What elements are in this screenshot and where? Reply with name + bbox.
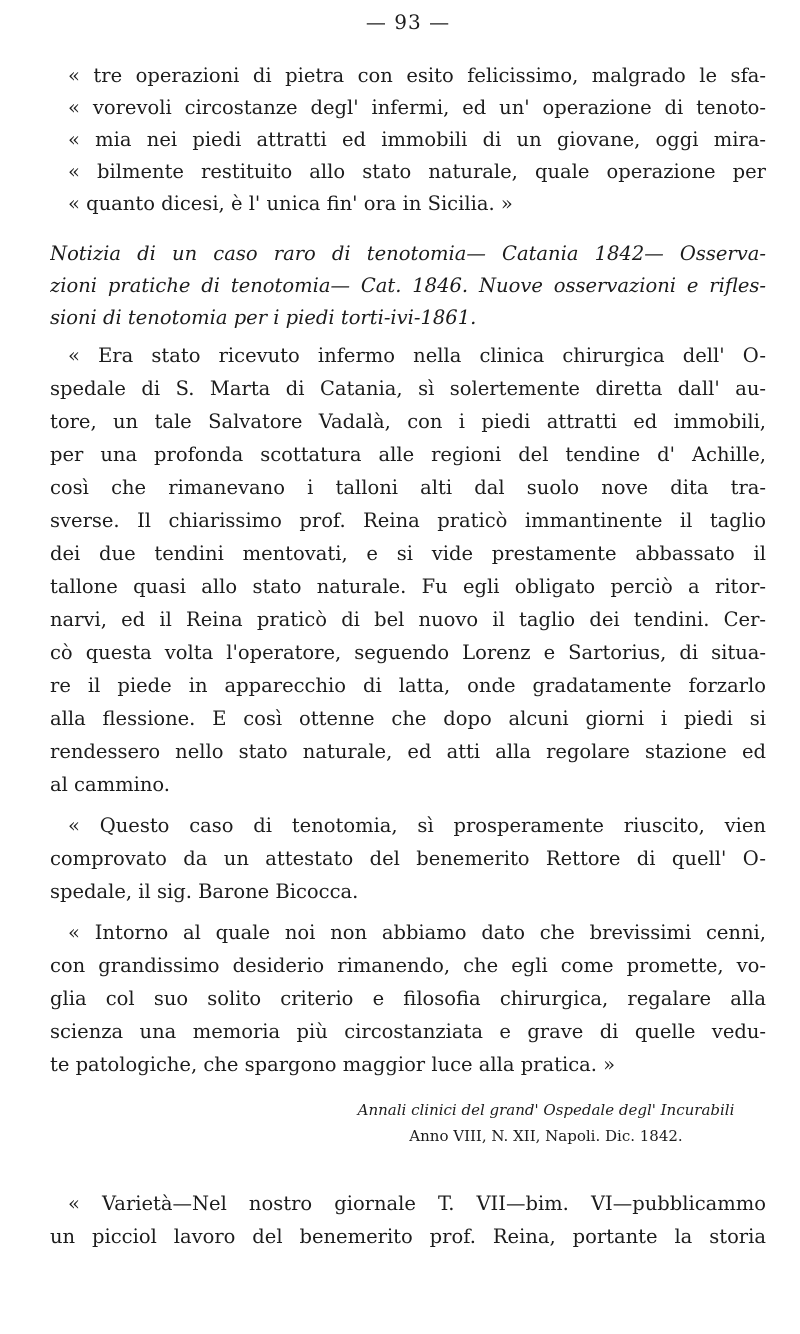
paragraph1-line-1: « Era stato ricevuto infermo nella clinica chirurgica dell' O- xyxy=(68,344,766,367)
paragraph1-line-14: al cammino. xyxy=(50,773,170,796)
paragraph4-line-1: « Varietà—Nel nostro giornale T. VII—bim. VI—pubblicammo xyxy=(68,1192,766,1215)
paragraph1-line-9: narvi, ed il Reina praticò di bel nuovo il taglio dei tendini. Cer- xyxy=(50,608,766,631)
citation-source-row xyxy=(50,1098,766,1122)
quote-line-1: « tre operazioni di pietra con esito felicissimo, malgrado le sfa- xyxy=(68,64,766,87)
titles-line-2: zioni pratiche di tenotomia— Cat. 1846. Nuove osservazioni e rifles- xyxy=(50,274,766,297)
citation-details-row xyxy=(50,1124,766,1148)
paragraph1-line-8: tallone quasi allo stato naturale. Fu egli obligato perciò a ritor- xyxy=(50,575,766,598)
page-number: — 93 — xyxy=(365,10,451,34)
citation-details: Anno VIII, N. XII, Napoli. Dic. 1842. xyxy=(409,1127,683,1145)
paragraph1-line-12: alla flessione. E così ottenne che dopo alcuni giorni i piedi si xyxy=(50,707,766,730)
titles-line-3: sioni di tenotomia per i piedi torti-ivi-1861. xyxy=(50,306,477,329)
quote-line-4: « bilmente restituito allo stato naturale, quale operazione per xyxy=(68,160,766,183)
paragraph1-line-10: cò questa volta l'operatore, seguendo Lorenz e Sartorius, di situa- xyxy=(50,641,766,664)
paragraph4-line-2: un picciol lavoro del benemerito prof. Reina, portante la storia xyxy=(50,1225,766,1248)
paragraph2-line-1: « Questo caso di tenotomia, sì prosperamente riuscito, vien xyxy=(68,814,766,837)
titles-line-1: Notizia di un caso raro di tenotomia— Catania 1842— Osserva- xyxy=(50,242,766,265)
paragraph1-line-3: tore, un tale Salvatore Vadalà, con i piedi attratti ed immobili, xyxy=(50,410,766,433)
paragraph3-line-2: con grandissimo desiderio rimanendo, che egli come promette, vo- xyxy=(50,954,766,977)
quote-line-5: « quanto dicesi, è l' unica fin' ora in Sicilia. » xyxy=(68,192,513,215)
paragraph3-line-1: « Intorno al quale noi non abbiamo dato che brevissimi cenni, xyxy=(68,921,766,944)
paragraph2-line-3: spedale, il sig. Barone Bicocca. xyxy=(50,880,359,903)
paragraph3-line-5: te patologiche, che spargono maggior luce alla pratica. » xyxy=(50,1053,616,1076)
paragraph3-line-3: glia col suo solito criterio e filosofia chirurgica, regalare alla xyxy=(50,987,766,1010)
paragraph1-line-4: per una profonda scottatura alle regioni del tendine d' Achille, xyxy=(50,443,766,466)
paragraph2-line-2: comprovato da un attestato del benemerito Rettore di quell' O- xyxy=(50,847,766,870)
citation-source: Annali clinici del grand' Ospedale degl' Incurabili xyxy=(357,1101,735,1119)
paragraph3-line-4: scienza una memoria più circostanziata e grave di quelle vedu- xyxy=(50,1020,766,1043)
paragraph1-line-13: rendessero nello stato naturale, ed atti alla regolare stazione ed xyxy=(50,740,766,763)
paragraph1-line-7: dei due tendini mentovati, e si vide prestamente abbassato il xyxy=(50,542,766,565)
paragraph1-line-2: spedale di S. Marta di Catania, sì solertemente diretta dall' au- xyxy=(50,377,766,400)
paragraph1-line-5: così che rimanevano i talloni alti dal suolo nove dita tra- xyxy=(50,476,766,499)
quote-line-3: « mia nei piedi attratti ed immobili di un giovane, oggi mira- xyxy=(68,128,766,151)
paragraph1-line-6: sverse. Il chiarissimo prof. Reina praticò immantinente il taglio xyxy=(50,509,766,532)
paragraph1-line-11: re il piede in apparecchio di latta, onde gradatamente forzarlo xyxy=(50,674,766,697)
quote-line-2: « vorevoli circostanze degl' infermi, ed un' operazione di tenoto- xyxy=(68,96,766,119)
